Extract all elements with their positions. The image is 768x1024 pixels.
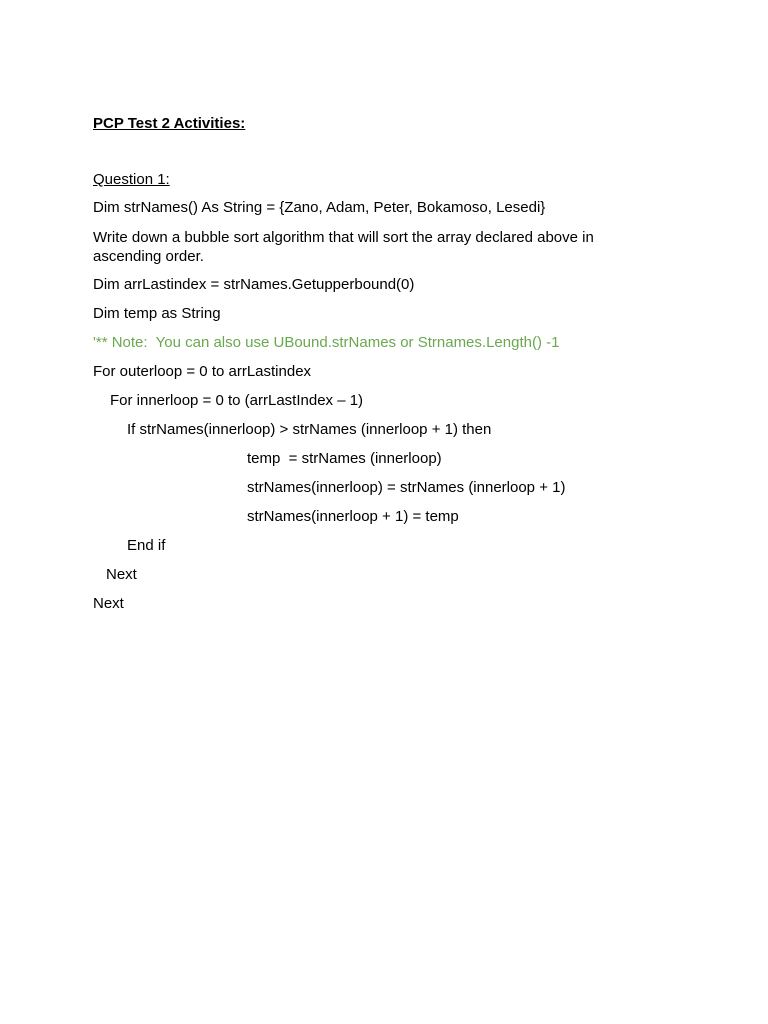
code-line-if-condition: If strNames(innerloop) > strNames (innerloop + 1) then — [127, 421, 492, 438]
code-comment-note: '** Note: You can also use UBound.strNames or Strnames.Length() -1 — [93, 334, 560, 351]
code-line-lastindex: Dim arrLastindex = strNames.Getupperbound(0) — [93, 276, 415, 293]
document-title: PCP Test 2 Activities: — [93, 115, 246, 132]
instruction-text: Write down a bubble sort algorithm that will sort the array declared above in ascending order. — [93, 229, 594, 265]
code-line-inner-loop: For innerloop = 0 to (arrLastIndex – 1) — [110, 392, 364, 409]
code-line-end-if: End if — [127, 537, 166, 554]
code-line-assign-temp: temp = strNames (innerloop) — [247, 450, 442, 467]
code-line-inner-next: Next — [106, 566, 137, 583]
code-line-temp-declaration: Dim temp as String — [93, 305, 221, 322]
code-line-swap-second: strNames(innerloop + 1) = temp — [247, 508, 459, 525]
code-line-outer-loop: For outerloop = 0 to arrLastindex — [93, 363, 312, 380]
code-line-swap-first: strNames(innerloop) = strNames (innerloop + 1) — [247, 479, 566, 496]
code-line-outer-next: Next — [93, 595, 124, 612]
array-declaration: Dim strNames() As String = {Zano, Adam, Peter, Bokamoso, Lesedi} — [93, 199, 546, 216]
question-heading: Question 1: — [93, 171, 170, 188]
